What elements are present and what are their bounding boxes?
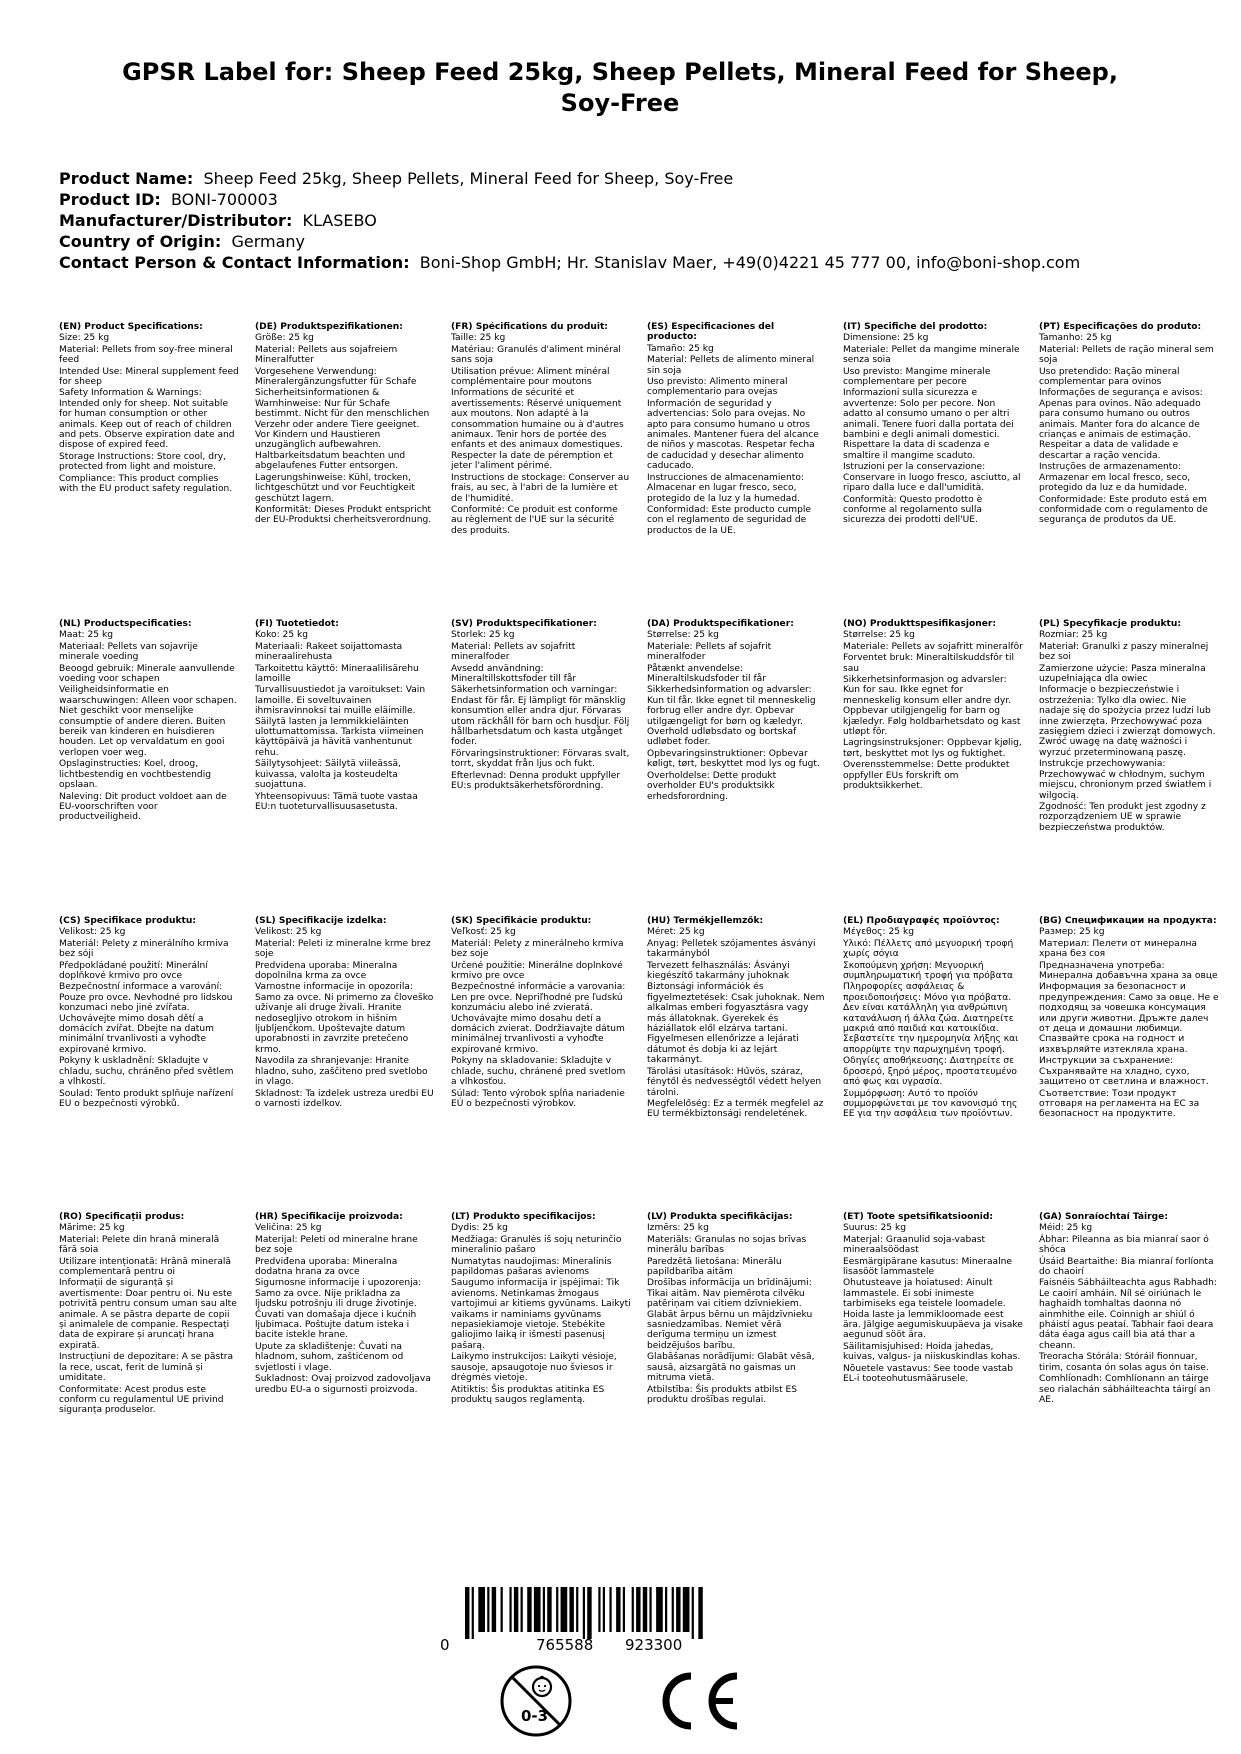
info-product-id: Product ID: BONI-700003: [59, 190, 278, 209]
barcode-digits-left: 0: [440, 1636, 450, 1654]
spec-paragraph: Materiał: Granulki z paszy mineralnej bez soi: [1039, 641, 1209, 663]
spec-paragraph: Sikkerhetsinformasjon og advarsler: Kun for sau. Ikke egnet for menneskelig konsum eller andre dyr. Oppbevar utilgjengelig for barn og kjæledyr. Følg holdbarhetsdato og kast utløpt fôr.: [843, 675, 1021, 738]
spec-paragraph: Conformidade: Este produto está em conformidade com o regulamento de segurança de produtos da UE.: [1039, 494, 1208, 526]
spec-paragraph: Información de seguridad y advertencias: Solo para ovejas. No apto para consumo humano u otros animales. Mantener fuera del alcance de niños y mascotas. Respetar fecha de caducidad y desechar alimento caducado.: [647, 398, 819, 472]
spec-block: [1039, 916, 1219, 1120]
spec-paragraph: Vorgesehene Verwendung: Mineralergänzungsfutter für Schafe: [255, 366, 417, 388]
spec-block: [647, 619, 827, 833]
spec-paragraph: Συμμόρφωση: Αυτό το προϊόν συμμορφώνεται με τον κανονισμό της ΕΕ για την ασφάλεια των προϊόντων.: [843, 1088, 1018, 1120]
spec-paragraph: Bezpečnostné informácie a varovania: Len pre ovce. Nepriľhodné pre ľudskú konzumáciu alebo iné zvieratá. Uchovávajte mimo dosahu detí a domácich zvierat. Dodržiavajte dátum minimálnej trvanlivosti a vyhoďte expirované krmivo.: [451, 982, 626, 1055]
spec-paragraph: Overholdelse: Dette produkt overholder EU's produktsikk erhedsforordning.: [647, 770, 777, 802]
spec-paragraph: Eesmärgipärane kasutus: Mineraalne lisasööt lammastele: [843, 1256, 1012, 1278]
spec-paragraph: Informații de siguranță și avertismente: Doar pentru oi. Nu este potrivită pentru consum uman sau alte animale. A se păstra departe de copii și animalele de companie. Respectați data de expirare și aruncați hrana expirată.: [59, 1278, 237, 1351]
info-contact: Contact Person & Contact Information: Boni-Shop GmbH; Hr. Stanislav Maer, +49(0)4221 45 777 00, info@boni-shop.com: [59, 253, 1081, 272]
barcode-bar: [514, 1587, 518, 1632]
spec-paragraph: Tervezett felhasználás: Ásványi kiegészítő takarmány juhoknak: [647, 960, 790, 982]
spec-row-1: [59, 322, 1214, 536]
spec-paragraph: Size: 25 kg: [59, 333, 110, 344]
spec-paragraph: Beoogd gebruik: Minerale aanvullende voeding voor schapen: [59, 663, 235, 685]
spec-paragraph: Tamanho: 25 kg: [1039, 333, 1112, 344]
spec-paragraph: Conformitate: Acest produs este conform cu regulamentul UE privind siguranța produselor.: [59, 1384, 224, 1416]
barcode-bar: [487, 1587, 489, 1632]
spec-block: [59, 322, 239, 536]
spec-paragraph: Atbilstība: Šis produkts atbilst ES produktu drošības regulai.: [647, 1384, 798, 1405]
spec-paragraph: Taille: 25 kg: [451, 333, 506, 344]
barcode-bar: [472, 1587, 474, 1639]
spec-paragraph: Material: Pellets de ração mineral sem soja: [1039, 344, 1214, 366]
spec-paragraph: Storage Instructions: Store cool, dry, protected from light and moisture.: [59, 451, 226, 473]
info-manufacturer: Manufacturer/Distributor: KLASEBO: [59, 211, 377, 230]
spec-heading: (PL) Specyfikacje produktu:: [1039, 619, 1181, 629]
spec-paragraph: Säkerhetsinformation och varningar: Endast för får. Ej lämpligt för mänsklig konsumtion eller andra djur. Förvaras utom räckhåll för barn och husdjur. Följ hållbarhetsdatum och kasta utgånget foder.: [451, 685, 630, 748]
spec-paragraph: Opslaginstructies: Koel, droog, lichtbestendig en vochtbestendig opslaan.: [59, 759, 211, 791]
spec-block: [647, 322, 827, 536]
spec-paragraph: Conformità: Questo prodotto è conforme al regolamento sulla sicurezza dei prodotti dell'UE.: [843, 494, 983, 526]
spec-heading: (RO) Specificații produs:: [59, 1212, 185, 1222]
page-title: GPSR Label for: Sheep Feed 25kg, Sheep Pellets, Mineral Feed for Sheep, Soy-Free: [122, 58, 1118, 117]
barcode-bar: [576, 1587, 578, 1632]
spec-paragraph: Förvaringsinstruktioner: Förvaras svalt, torrt, skyddat från ljus och fukt.: [451, 748, 630, 770]
spec-paragraph: Informazioni sulla sicurezza e avvertenze: Solo per pecore. Non adatto al consumo umano o per altri animali. Tenere fuori dalla portata dei bambini e degli animali domestici. Rispettare la data di scadenza e smaltire il mangime scaduto.: [843, 388, 1014, 461]
spec-paragraph: Instrukcje przechowywania: Przechowywać w chłodnym, suchym miejscu, chronionym przed światłem i wilgocią.: [1039, 759, 1212, 801]
spec-heading: (FR) Spécifications du produit:: [451, 322, 608, 332]
spec-heading: (FI) Tuotetiedot:: [255, 619, 339, 629]
spec-paragraph: Materiaal: Pellets van sojavrije minerale voeding: [59, 641, 198, 663]
spec-paragraph: Materjal: Graanulid soja-vabast mineraalsöödast: [843, 1234, 986, 1256]
spec-paragraph: Matériau: Granulés d'aliment minéral sans soja: [451, 344, 621, 366]
age-0-3-warning-icon: [498, 1663, 574, 1739]
barcode-bar: [609, 1587, 611, 1632]
spec-paragraph: Instructions de stockage: Conserver au frais, au sec, à l'abri de la lumière et de l'humidité.: [451, 472, 630, 504]
spec-paragraph: Varnostne informacije in opozorila: Samo za ovce. Ni primerno za človeško uživanje ali druge živali. Hranite nedosegljivo otrokom in hišnim ljubljenčkom. Upoštevajte datum uporabnosti in zavrzite pretečeno krmo.: [255, 982, 434, 1055]
spec-paragraph: Treoracha Stórála: Stóráil fionnuar, tirim, cosanta ón solas agus ón taise.: [1039, 1352, 1209, 1373]
spec-paragraph: Material: Pellets from soy-free mineral feed: [59, 344, 233, 366]
spec-paragraph: Ábhar: Pileanna as bia mianraí saor ó shóca: [1039, 1234, 1209, 1256]
spec-paragraph: Saugumo informacija ir įspėjimai: Tik avienoms. Netinkamas žmogaus vartojimui ar kitiems gyvūnams. Laikyti vaikams ir naminiams gyvūnams nepasiekiamoje vietoje. Stebėkite galiojimo laiką ir išmesti pasenusį pašarą.: [451, 1278, 631, 1351]
spec-heading: (CS) Specifikace produktu:: [59, 916, 196, 926]
barcode-bar: [616, 1587, 620, 1632]
spec-paragraph: Veličina: 25 kg: [255, 1223, 322, 1234]
spec-paragraph: Safety Information & Warnings: Intended only for sheep. Not suitable for human consumption or other animals. Keep out of reach of children and pets. Observe expiration date and dispose of expired feed.: [59, 388, 235, 451]
spec-block: [647, 1212, 827, 1416]
barcode-bar: [527, 1587, 531, 1632]
spec-paragraph: Drošības informācija un brīdinājumi: Tikai aitām. Nav piemērota cilvēku patēriņam vai citiem dzīvniekiem. Glabāt ārpus bērnu un mājdzīvnieku sasniedzamības. Nemiet vērā derīguma termiņu un izmest beidzējušos barību.: [647, 1278, 813, 1351]
spec-paragraph: Sikkerhedsinformation og advarsler: Kun til får. Ikke egnet til menneskelig forbrug eller andre dyr. Opbevar utilgængeligt for børn og kæledyr. Overhold udløbsdato og bortskaf udløbet foder.: [647, 685, 816, 748]
spec-paragraph: Predviđena uporaba: Mineralna dodatna hrana za ovce: [255, 1256, 398, 1278]
info-country: Country of Origin: Germany: [59, 232, 305, 251]
barcode-bar: [556, 1587, 558, 1632]
spec-paragraph: Conformidad: Este producto cumple con el reglamento de seguridad de productos de la UE.: [647, 504, 811, 536]
spec-block: [843, 916, 1023, 1120]
spec-heading: (NO) Produkttspesifikasjoner:: [843, 619, 997, 629]
barcode-digits-mid: 765588: [536, 1636, 594, 1654]
spec-paragraph: Instrucciones de almacenamiento: Almacenar en lugar fresco, seco, protegido de la luz y la humedad.: [647, 472, 804, 504]
spec-paragraph: Dimensione: 25 kg: [843, 333, 929, 344]
spec-paragraph: Avsedd användning: Mineraltillskottsfoder till får: [451, 663, 577, 685]
spec-paragraph: Lagringsinstruksjoner: Oppbevar kjølig, tørt, beskyttet mot lys og fuktighet.: [843, 738, 1022, 759]
barcode-bar: [692, 1587, 694, 1639]
spec-row-2: [59, 619, 1216, 833]
spec-paragraph: Materiale: Pellets af sojafrit mineralfoder: [647, 641, 772, 663]
spec-row-4: [59, 1212, 1217, 1416]
spec-paragraph: Informacje o bezpieczeństwie i ostrzeżenia: Tylko dla owiec. Nie nadaje się do spożycia przez ludzi lub inne zwierzęta. Przechowywać poza zasięgiem dzieci i zwierząt domowych. Zwróć uwagę na datę ważności i wyrzuć przeterminowaną paszę.: [1039, 685, 1216, 758]
spec-paragraph: Comhlíonadh: Comhlíonann an táirge seo rialachán sábháilteachta táirgí an AE.: [1039, 1374, 1211, 1405]
spec-paragraph: Sukladnost: Ovaj proizvod zadovoljava uredbu EU-a o sigurnosti proizvoda.: [255, 1374, 431, 1395]
spec-paragraph: Velikost: 25 kg: [255, 927, 322, 938]
spec-paragraph: Sigurnosne informacije i upozorenja: Samo za ovce. Nije prikladna za ljudsku potrošnju ili druge životinje. Čuvati van domašaja djece i kućnih ljubimaca. Poštujte datum isteka i bacite istekle hrane.: [255, 1278, 422, 1341]
spec-paragraph: Размер: 25 kg: [1039, 927, 1105, 938]
spec-block: [255, 1212, 435, 1416]
spec-paragraph: Compliance: This product complies with the EU product safety regulation.: [59, 473, 233, 495]
spec-paragraph: Yhteensopivuus: Tämä tuote vastaa EU:n tuoteturvallisuusasetusta.: [255, 791, 418, 812]
barcode-bar: [521, 1587, 523, 1632]
barcode-bar: [672, 1587, 674, 1632]
spec-paragraph: Størrelse: 25 kg: [647, 630, 719, 641]
spec-paragraph: Πληροφορίες ασφάλειας & προειδοποιήσεις: Μόνο για πρόβατα. Δεν είναι κατάλληλη για ανθρώπινη κατανάλωση ή άλλα ζώα. Διατηρείτε μακριά από παιδιά και κατοικίδια. Σεβαστείτε την ημερομηνία λήξης και απορρίψτε την παρωχημένη τροφή.: [843, 982, 1019, 1055]
barcode-bar: [547, 1587, 551, 1632]
spec-paragraph: Rozmiar: 25 kg: [1039, 630, 1108, 641]
barcode-digits-right: 923300: [625, 1636, 683, 1654]
spec-heading: (ET) Toote spetsifikatsioonid:: [843, 1212, 994, 1222]
spec-paragraph: Material: Pellets de alimento mineral sin soja: [647, 355, 815, 376]
barcode-bar: [534, 1587, 541, 1632]
spec-paragraph: Glabāšanas norādījumi: Glabāt vēsā, sausā, aizsargātā no gaismas un mitruma vietā.: [647, 1352, 815, 1384]
spec-heading: (DA) Produktspecifikationer:: [647, 619, 794, 629]
spec-heading: (SV) Produktspecifikationer:: [451, 619, 597, 629]
spec-paragraph: Koko: 25 kg: [255, 630, 309, 641]
spec-paragraph: Zamierzone użycie: Pasza mineralna uzupełniająca dla owiec: [1039, 663, 1206, 685]
spec-paragraph: Instrucțiuni de depozitare: A se păstra la rece, uscat, ferit de lumină și umiditate.: [59, 1352, 234, 1384]
spec-paragraph: Předpokládané použití: Minerální doplňkové krmivo pro ovce: [59, 960, 208, 982]
barcode-bar: [636, 1587, 640, 1632]
spec-paragraph: Intended Use: Mineral supplement feed for sheep: [59, 366, 239, 388]
spec-paragraph: Информация за безопасност и предупреждения: Само за овце. Не е подходящ за човешка консумация или други животни. Дръжте далеч от деца и домашни любимци. Спазвайте срока на годност и изхвърляйте изтекляла храна.: [1039, 982, 1219, 1055]
spec-block: [1039, 322, 1219, 536]
spec-paragraph: Medžiaga: Granulės iš sojų neturinčio mineralinio pašaro: [451, 1234, 622, 1256]
spec-paragraph: Tárolási utasítások: Hűvös, száraz, fénytől és nedvességtől védett helyen tárolni.: [647, 1066, 822, 1098]
spec-paragraph: Zgodność: Ten produkt jest zgodny z rozporządzeniem UE w sprawie bezpieczeństwa produktów.: [1039, 801, 1206, 833]
spec-heading: (EL) Προδιαγραφές προϊόντος:: [843, 916, 1000, 926]
spec-paragraph: Dydis: 25 kg: [451, 1223, 508, 1234]
spec-block: [451, 619, 631, 833]
spec-paragraph: Materiale: Pellet da mangime minerale senza soia: [843, 344, 1020, 366]
spec-paragraph: Maat: 25 kg: [59, 630, 114, 641]
spec-paragraph: Veľkosť: 25 kg: [451, 927, 516, 938]
spec-paragraph: Uso previsto: Alimento mineral complementario para ovejas: [647, 377, 788, 398]
spec-paragraph: Material: Pellets aus sojafreiem Mineralfutter: [255, 344, 398, 366]
spec-paragraph: Megfelelőség: Ez a termék megfelel az EU termékbiztonsági rendeletének.: [647, 1098, 824, 1120]
spec-paragraph: Material: Pellets av sojafritt mineralfoder: [451, 641, 576, 663]
spec-heading: (EN) Product Specifications:: [59, 322, 203, 332]
spec-paragraph: Säilitamisjuhised: Hoida jahedas, kuivas, valgus- ja niiskuskindlas kohas.: [843, 1341, 1021, 1363]
info-product-name: Product Name: Sheep Feed 25kg, Sheep Pellets, Mineral Feed for Sheep, Soy-Free: [59, 169, 734, 188]
barcode-bar: [683, 1587, 690, 1632]
spec-paragraph: Konformität: Dieses Produkt entspricht der EU-Produktsi cherheitsverordnung.: [255, 504, 432, 526]
barcode-bar: [561, 1587, 568, 1632]
spec-block: [59, 1212, 239, 1416]
spec-paragraph: Materiál: Pelety z minerálního krmiva bez sóji: [59, 938, 229, 960]
svg-text:0-3: 0-3: [521, 1707, 549, 1725]
spec-paragraph: Materiál: Pelety z minerálneho krmiva bez soje: [451, 938, 624, 960]
spec-block: [255, 619, 435, 833]
spec-block: [255, 322, 435, 536]
spec-paragraph: Sicherheitsinformationen & Warnhinweise: Nur für Schafe bestimmt. Nicht für den menschlichen Verzehr oder andere Tiere geeignet. Vor Kindern und Haustieren unzugänglich aufbewahren. Haltbarkeitsdatum beachten und abgelaufenes Futter entsorgen.: [255, 388, 430, 472]
spec-paragraph: Påtænkt anvendelse: Mineraltilskudsfoder til får: [647, 663, 766, 685]
spec-heading: (DE) Produktspezifikationen:: [255, 322, 403, 332]
spec-paragraph: Určené použitie: Minerálne doplnkové krmivo pre ovce: [451, 960, 623, 982]
spec-paragraph: Mărime: 25 kg: [59, 1223, 125, 1234]
spec-heading: (LT) Produkto specifikacijos:: [451, 1212, 596, 1222]
spec-paragraph: Informações de segurança e avisos: Apenas para ovinos. Não adequado para consumo humano ou outros animais. Manter fora do alcance de crianças e animais de estimação. Respeitar a data de validade e descartar a ração vencida.: [1039, 388, 1203, 461]
spec-paragraph: Istruzioni per la conservazione: Conservare in luogo fresco, asciutto, al riparo dalla luce e dall'umidità.: [843, 462, 1021, 494]
spec-paragraph: Материал: Пелети от минерална храна без соя: [1039, 938, 1198, 960]
spec-row-3: [59, 916, 1219, 1120]
spec-paragraph: Materijal: Peleti od mineralne hrane bez soje: [255, 1234, 418, 1256]
spec-heading: (BG) Спецификации на продукта:: [1039, 916, 1217, 926]
ce-mark-icon: [657, 1670, 743, 1732]
spec-paragraph: Lagerungshinweise: Kühl, trocken, lichtgeschützt und vor Feuchtigkeit geschützt lagern.: [255, 472, 415, 504]
spec-heading: (GA) Sonraíochtaí Táirge:: [1039, 1212, 1168, 1222]
spec-heading: (IT) Specifiche del prodotto:: [843, 322, 988, 332]
spec-paragraph: Pokyny k uskladnění: Skladujte v chladu, suchu, chráněno před světlem a vlhkostí.: [59, 1056, 234, 1088]
barcode-bar: [649, 1587, 651, 1632]
barcode-bar: [543, 1587, 545, 1632]
spec-paragraph: Material: Peleti iz mineralne krme brez soje: [255, 938, 431, 960]
spec-paragraph: Paredzētā lietošana: Minerālu papildbarība aitām: [647, 1256, 782, 1278]
spec-block: [1039, 1212, 1219, 1416]
spec-paragraph: Méret: 25 kg: [647, 927, 705, 938]
barcode-bar: [598, 1587, 600, 1632]
spec-paragraph: Materiaali: Rakeet soijattomasta mineraalirehusta: [255, 641, 403, 663]
barcode-bar: [583, 1587, 585, 1639]
spec-block: [843, 322, 1023, 536]
spec-paragraph: Størrelse: 25 kg: [843, 630, 915, 641]
barcode-bar: [509, 1587, 511, 1632]
spec-paragraph: Suurus: 25 kg: [843, 1223, 906, 1234]
spec-heading: (ES) Especificaciones del producto:: [647, 322, 775, 343]
spec-paragraph: Izmērs: 25 kg: [647, 1223, 709, 1234]
barcode-bar: [632, 1587, 634, 1632]
spec-paragraph: Méid: 25 kg: [1039, 1223, 1093, 1234]
spec-paragraph: Predvidena uporaba: Mineralna dopolnilna krma za ovce: [255, 960, 398, 982]
spec-paragraph: Tarkoitettu käyttö: Mineraalilisärehu lamoille: [255, 663, 419, 685]
spec-paragraph: Opbevaringsinstruktioner: Opbevar køligt, tørt, beskyttet mod lys og fugt.: [647, 748, 820, 770]
spec-paragraph: Conformité: Ce produit est conforme au règlement de l'UE sur la sécurité des produits.: [451, 504, 618, 536]
spec-heading: (LV) Produkta specifikācijas:: [647, 1212, 793, 1222]
spec-paragraph: Instruções de armazenamento: Armazenar em local fresco, seco, protegido da luz e da humidade.: [1039, 462, 1191, 494]
spec-block: [647, 916, 827, 1120]
spec-paragraph: Velikost: 25 kg: [59, 927, 126, 938]
spec-paragraph: Skladnost: Ta izdelek ustreza uredbi EU o varnosti izdelkov.: [255, 1088, 434, 1109]
spec-block: [451, 1212, 631, 1416]
barcode-bar: [501, 1587, 503, 1632]
barcode-bar: [569, 1587, 573, 1632]
spec-paragraph: Größe: 25 kg: [255, 333, 314, 344]
spec-paragraph: Οδηγίες αποθήκευσης: Διατηρείτε σε δροσερό, ξηρό μέρος, προστατευμένο από φως και υγρασία.: [843, 1056, 1017, 1088]
spec-paragraph: Инструкции за съхранение: Съхранявайте на хладно, сухо, защитено от светлина и влажност.: [1039, 1056, 1209, 1088]
barcode-bar: [656, 1587, 663, 1632]
spec-paragraph: Efterlevnad: Denna produkt uppfyller EU:s produktsäkerhetsförordning.: [451, 770, 621, 792]
spec-paragraph: Съответствие: Този продукт отговаря на регламента на ЕС за безопасност на продуктите.: [1039, 1088, 1200, 1120]
spec-heading: (SK) Špecifikácie produktu:: [451, 916, 592, 926]
spec-paragraph: Uso pretendido: Ração mineral complementar para ovinos: [1039, 366, 1180, 388]
spec-paragraph: Naleving: Dit product voldoet aan de EU-voorschriften voor productveiligheid.: [59, 791, 227, 823]
barcode-bar: [465, 1587, 469, 1639]
barcode-bar: [676, 1587, 680, 1632]
spec-paragraph: Overensstemmelse: Dette produktet oppfyller EUs forskrift om produktsikkerhet.: [843, 760, 1010, 792]
spec-heading: (HU) Termékjellemzők:: [647, 916, 764, 926]
spec-paragraph: Informations de sécurité et avertissements: Réservé uniquement aux moutons. Non adapté à la consommation humaine ou à d'autres animaux. Tenir hors de portée des enfants et des animaux domestiques. Respecter la date de péremption et jeter l'aliment périmé.: [451, 388, 624, 472]
spec-paragraph: Pokyny na skladovanie: Skladujte v chlade, suchu, chránené pred svetlom a vlhkosťou.: [451, 1056, 626, 1088]
spec-heading: (HR) Specifikacije proizvoda:: [255, 1212, 403, 1222]
spec-paragraph: Tamaño: 25 kg: [647, 343, 714, 354]
barcode-bar: [478, 1587, 485, 1632]
spec-paragraph: Utilizare intenționată: Hrână minerală complementară pentru oi: [59, 1256, 231, 1278]
barcode: [465, 1587, 705, 1639]
barcode-bar: [492, 1587, 496, 1632]
spec-paragraph: Materiale: Pellets av sojafritt mineralfôr: [843, 641, 1023, 652]
product-info: [59, 168, 1199, 273]
spec-block: [451, 916, 631, 1120]
spec-paragraph: Предназначена употреба: Минерална добавъчна храна за овце: [1039, 960, 1218, 982]
spec-paragraph: Navodila za shranjevanje: Hranite hladno, suho, zaščiteno pred svetlobo in vlago.: [255, 1056, 428, 1088]
barcode-bar: [665, 1587, 667, 1632]
spec-paragraph: Utilisation prévue: Aliment minéral complémentaire pour moutons: [451, 366, 610, 388]
spec-block: [59, 916, 239, 1120]
spec-paragraph: Forventet bruk: Mineraltilskuddsfôr til sau: [843, 653, 1015, 674]
spec-paragraph: Úsáid Beartaithe: Bia mianraí forlíonta do chaoirí: [1039, 1256, 1214, 1278]
spec-paragraph: Storlek: 25 kg: [451, 630, 515, 641]
spec-heading: (NL) Productspecificaties:: [59, 619, 192, 629]
spec-paragraph: Säilytysohjeet: Säilytä viileässä, kuivassa, valolta ja kosteudelta suojattuna.: [255, 759, 401, 791]
barcode-bar: [587, 1587, 591, 1639]
spec-paragraph: Laikymo instrukcijos: Laikyti vėsioje, sausoje, apsaugotoje nuo šviesos ir drėgmės vietoje.: [451, 1352, 617, 1384]
spec-block: [1039, 619, 1219, 833]
spec-paragraph: Numatytas naudojimas: Mineralinis papildomas pašaras avienoms: [451, 1256, 612, 1278]
barcode-bar: [643, 1587, 647, 1632]
spec-paragraph: Turvallisuustiedot ja varoitukset: Vain lamoille. Ei soveltuvainen ihmisravinnoksi tai muille eläimille. Säilytä lasten ja lemmikkieläinten ulottumattomissa. Tarkista viimeinen käyttöpäivä ja hävitä vanhentunut rehu.: [255, 685, 426, 758]
spec-paragraph: Veiligheidsinformatie en waarschuwingen: Alleen voor schapen. Niet geschikt voor menselijke consumptie of andere dieren. Buiten bereik van kinderen en huisdieren houden. Let op vervaldatum en gooi verlopen voer weg.: [59, 685, 237, 758]
spec-paragraph: Soulad: Tento produkt splňuje nařízení EU o bezpečnosti výrobků.: [59, 1088, 234, 1109]
spec-block: [451, 322, 631, 536]
spec-paragraph: Bezpečnostní informace a varování: Pouze pro ovce. Nevhodné pro lidskou konzumaci nebo jiné zvířata. Uchovávejte mimo dosah dětí a domácích zvířat. Dbejte na datum minimální trvanlivosti a vyhoďte expirované krmivo.: [59, 982, 233, 1055]
spec-heading: (PT) Especificações do produto:: [1039, 322, 1202, 332]
barcode-bar: [698, 1587, 702, 1639]
spec-paragraph: Anyag: Pelletek szójamentes ásványi takarmányból: [647, 938, 816, 960]
spec-block: [59, 619, 239, 833]
spec-paragraph: Ohutusteave ja hoiatused: Ainult lammastele. Ei sobi inimeste tarbimiseks ega teistele loomadele. Hoida laste ja lemmikloomade eest ära. Jälgige aegumiskuupäeva ja visake aegunud sööt ära.: [843, 1278, 1023, 1341]
spec-paragraph: Nõuetele vastavus: See toode vastab EL-i tooteohutusmäärusele.: [843, 1363, 1013, 1385]
spec-paragraph: Súlad: Tento výrobok spĺňa nariadenie EÚ o bezpečnosti výrobkov.: [451, 1088, 625, 1109]
spec-block: [255, 916, 435, 1120]
spec-paragraph: Σκοπούμενη χρήση: Μεγυορική συμπληρωματική τροφή για πρόβατα: [843, 960, 1014, 982]
barcode-bar: [623, 1587, 625, 1632]
spec-paragraph: Upute za skladištenje: Čuvati na hladnom, suhom, zaštićenom od svjetlosti i vlage.: [255, 1341, 404, 1373]
spec-paragraph: Atitiktis: Šis produktas atitinka ES produktų saugos reglamentą.: [451, 1384, 605, 1405]
spec-paragraph: Faisnéis Sábháilteachta agus Rabhadh: Le caoirí amháin. Níl sé oiriúnach le haghaidh tomhaltas daonna nó ainmhithe eile. Coinnigh ar shiúl ó pháistí agus peataí. Tabhair faoi deara dáta éaga agus caill bia atá thar a cheann.: [1039, 1278, 1217, 1351]
spec-heading: (SL) Specifikacije izdelka:: [255, 916, 387, 926]
spec-paragraph: Materiāls: Granulas no sojas brīvas minerālu barības: [647, 1234, 807, 1256]
spec-paragraph: Υλικό: Πέλλετς από μεγυορική τροφή χωρίς σόγια: [843, 938, 1014, 960]
spec-block: [843, 1212, 1023, 1416]
spec-paragraph: Μέγεθος: 25 kg: [843, 927, 914, 938]
spec-paragraph: Biztonsági információk és figyelmeztetések: Csak juhoknak. Nem alkalmas emberi fogyasztásra vagy más állatoknak. Gyerekek és háziállatok elől elzárva tartani. Figyelmesen ellenőrizze a lejárati dátumot és dobja ki az lejárt takarmányt.: [647, 982, 825, 1066]
spec-block: [843, 619, 1023, 833]
spec-paragraph: Uso previsto: Mangime minerale complementare per pecore: [843, 366, 991, 388]
spec-paragraph: Material: Pelete din hrană minerală fără soia: [59, 1234, 220, 1256]
barcode-bar: [603, 1587, 605, 1632]
